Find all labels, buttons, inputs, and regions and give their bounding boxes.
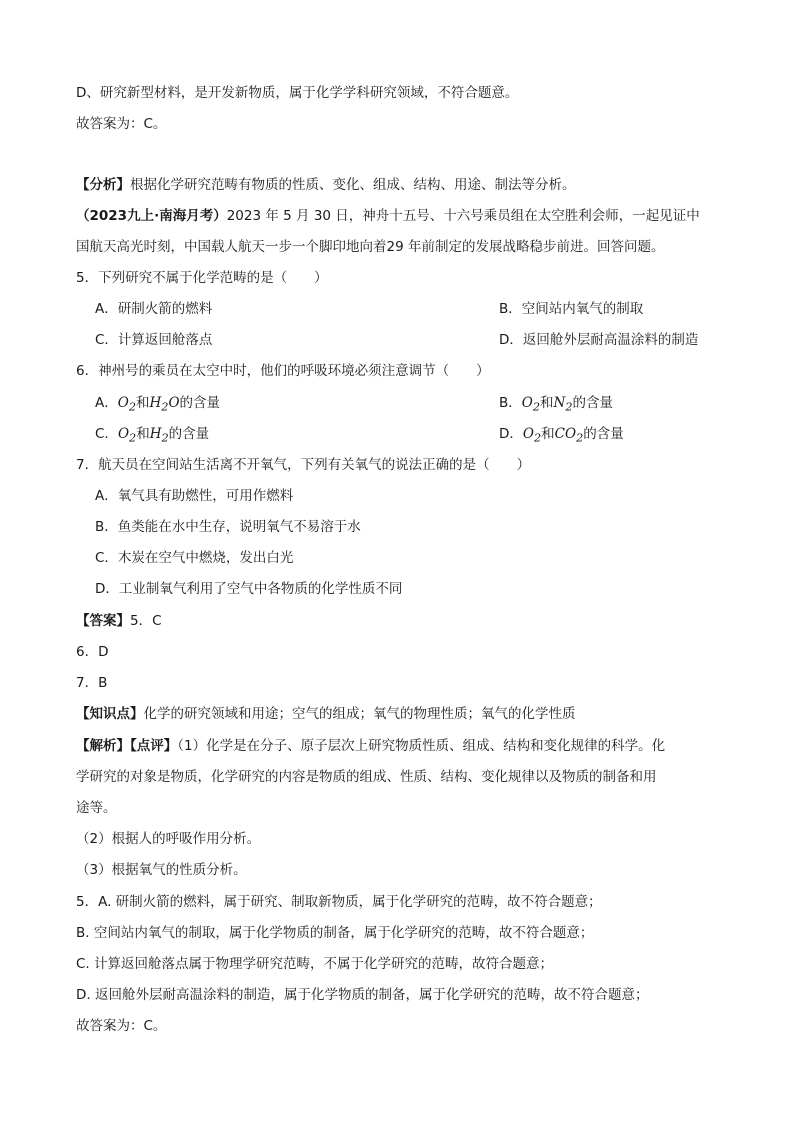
intro-line-1 xyxy=(76,206,700,226)
answers-line xyxy=(76,611,162,631)
answers-tag: 【答案】 xyxy=(76,613,130,629)
answer-7: 7．B xyxy=(76,675,108,691)
intro-text-1: 2023 年 5 月 30 日，神舟十五号、十六号乘员组在太空胜利会师，一起见证中 xyxy=(226,208,700,224)
solution-line-d: D、研究新型材料，是开发新物质，属于化学学科研究领域，不符合题意。 xyxy=(76,85,519,101)
knowledge-line xyxy=(76,704,576,724)
final-answer: 故答案为：C。 xyxy=(76,1018,167,1034)
q5-option-c: C．计算返回舱落点 xyxy=(95,332,213,348)
q6-option-b: B．$O_2$和$N_2$的含量 xyxy=(499,395,613,414)
q6-option-c: C．$O_2$和$H_2$的含量 xyxy=(95,426,210,445)
q7-option-c: C．木炭在空气中燃烧，发出白光 xyxy=(95,550,294,566)
answer-line: 故答案为：C。 xyxy=(76,116,167,132)
explain-line-2: 学研究的对象是物质，化学研究的内容是物质的组成、性质、结构、变化规律以及物质的制备和用 xyxy=(76,769,657,785)
answer-6: 6．D xyxy=(76,644,109,660)
q5-option-a: A．研制火箭的燃料 xyxy=(95,301,213,317)
q6-stem: 6．神州号的乘员在太空中时，他们的呼吸环境必须注意调节（ ） xyxy=(76,363,490,379)
explain-point-3: （3）根据氧气的性质分析。 xyxy=(76,862,247,878)
explain-line-3: 途等。 xyxy=(76,800,117,816)
q6-option-d: D．$O_2$和$CO_2$的含量 xyxy=(499,426,624,445)
answer-5: 5．C xyxy=(130,613,162,629)
analysis-tag: 【分析】 xyxy=(76,177,130,193)
q7-option-d: D．工业制氧气利用了空气中各物质的化学性质不同 xyxy=(95,581,403,597)
explain-line-1 xyxy=(76,736,665,756)
explain-point-2: （2）根据人的呼吸作用分析。 xyxy=(76,831,261,847)
knowledge-tag: 【知识点】 xyxy=(76,706,144,722)
q7-stem: 7．航天员在空间站生活离不开氧气，下列有关氧气的说法正确的是（ ） xyxy=(76,457,531,473)
q7-option-b: B．鱼类能在水中生存，说明氧气不易溶于水 xyxy=(95,519,361,535)
explain-tag: 【解析】【点评】 xyxy=(76,738,178,754)
solution-5d: D. 返回舱外层耐高温涂料的制造，属于化学物质的制备，属于化学研究的范畴，故不符合题意； xyxy=(76,987,649,1003)
question-source: （2023九上·南海月考） xyxy=(76,208,227,224)
solution-5a: 5．A. 研制火箭的燃料，属于研究、制取新物质，属于化学研究的范畴，故不符合题意； xyxy=(76,894,602,910)
q5-option-row-1 xyxy=(95,299,644,319)
solution-5c: C. 计算返回舱落点属于物理学研究范畴，不属于化学研究的范畴，故符合题意； xyxy=(76,956,554,972)
q5-option-row-2 xyxy=(95,330,699,350)
knowledge-text: 化学的研究领域和用途；空气的组成；氧气的物理性质；氧气的化学性质 xyxy=(143,706,576,722)
analysis-text: 根据化学研究范畴有物质的性质、变化、组成、结构、用途、制法等分析。 xyxy=(130,177,576,193)
explain-text-1: （1）化学是在分子、原子层次上研究物质性质、组成、结构和变化规律的科学。化 xyxy=(177,738,666,754)
analysis-paragraph xyxy=(76,175,576,195)
q6-option-row-2 xyxy=(95,424,624,449)
q5-option-d: D．返回舱外层耐高温涂料的制造 xyxy=(499,332,699,348)
q6-option-row-1 xyxy=(95,393,613,418)
q7-option-a: A．氧气具有助燃性，可用作燃料 xyxy=(95,488,294,504)
q5-stem: 5．下列研究不属于化学范畴的是（ ） xyxy=(76,270,328,286)
solution-5b: B. 空间站内氧气的制取，属于化学物质的制备，属于化学研究的范畴，故不符合题意； xyxy=(76,925,594,941)
q5-option-b: B．空间站内氧气的制取 xyxy=(499,301,644,317)
q6-option-a: A．$O_2$和$H_2O$的含量 xyxy=(95,395,221,414)
intro-line-2: 国航天高光时刻，中国载人航天一步一个脚印地向着29 年前制定的发展战略稳步前进。回答问题。 xyxy=(76,239,665,255)
